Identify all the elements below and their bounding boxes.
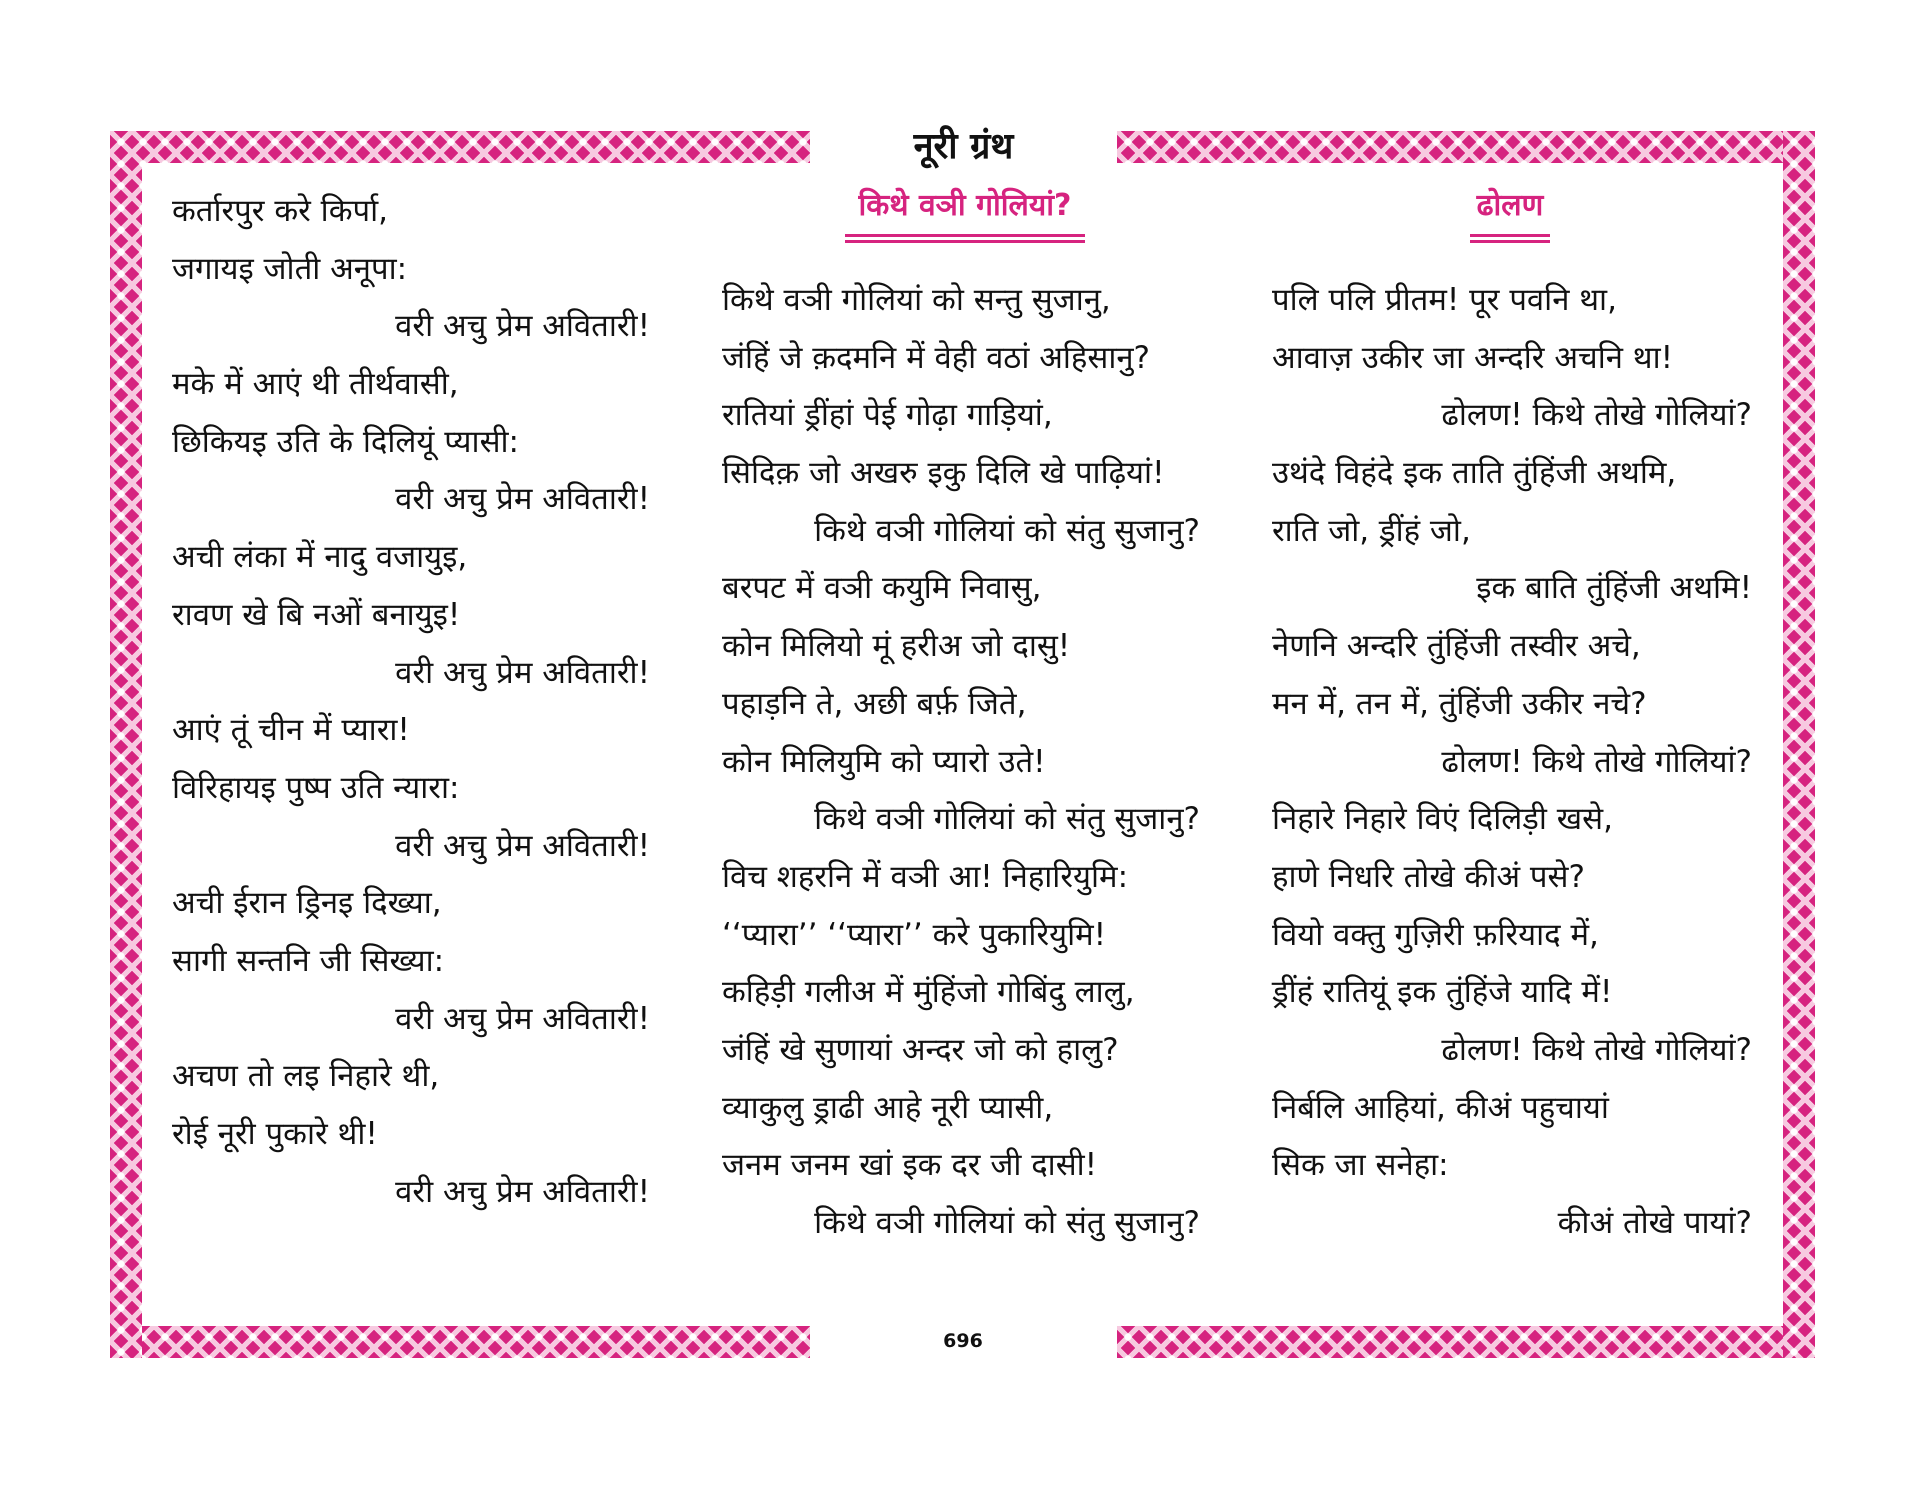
poem-line: जंहिं जे क़दमनि में वेही वठां अहिसानु? [722,339,1151,376]
poem-line: हाणे निधरि तोखे कीअं पसे? [1272,858,1585,895]
poem-line: निहारे निहारे विएं दिलिड़ी खसे, [1272,801,1613,838]
poem-line: जगायइ जोती अनूपा: [172,250,408,287]
decorative-border-top-left [110,131,810,163]
poem-line: सागी सन्तनि जी सिख्या: [172,942,445,979]
poem-line: निर्बलि आहियां, कीअं पहुचायां [1272,1089,1609,1126]
poem-line: विच शहरनि में वञी आ! निहारियुमि: [722,858,1129,895]
poem-line: कोन मिलियुमि को प्यारो उते! [722,743,1046,780]
poem-line: रातियां ड्रींहां पेई गोढ़ा गाड़ियां, [722,397,1053,434]
poem-refrain-line: वरी अचु प्रेम अवितारी! [395,308,650,345]
poem-refrain-line: कीअं तोखे पायां? [1557,1205,1752,1241]
right-heading-text: ढोलण [1476,188,1544,223]
poem-line: पहाड़नि ते, अछी बर्फ़ जिते, [722,685,1027,722]
poem-line: विरिहायइ पुष्प उति न्यारा: [172,769,460,806]
decorative-border-bottom-right [1117,1326,1815,1358]
poem-refrain-line: इक बाति तुंहिंजी अथमि! [1476,570,1752,607]
poem-line: राति जो, ड्रींहं जो, [1272,512,1471,549]
poem-line: जंहिं खे सुणायां अन्दर जो को हालु? [722,1031,1119,1068]
poem-line: छिकियइ उति के दिलियूं प्यासी: [172,423,519,460]
poem-line: व्याकुलु ड्राढी आहे नूरी प्यासी, [722,1089,1054,1126]
poem-refrain-line: वरी अचु प्रेम अवितारी! [395,1000,650,1037]
poem-refrain-line: किथे वञी गोलियां को संतु सुजानु? [814,512,1200,549]
poem-refrain-line: किथे वञी गोलियां को संतु सुजानु? [814,801,1200,838]
page-number: 696 [943,1330,983,1352]
poem-line: आएं तूं चीन में प्यारा! [172,712,410,749]
poem-line: सिदिक़ जो अखरु इकु दिलि खे पाढ़ियां! [722,455,1165,492]
poem-line: किथे वञी गोलियां को सन्तु सुजानु, [722,282,1111,318]
decorative-border-right [1783,131,1815,1358]
poem-line: मके में आएं थी तीर्थवासी, [172,366,459,403]
middle-column-poem [722,272,1200,1253]
right-column-poem [1272,272,1752,1253]
middle-heading-text: किथे वञी गोलियां? [858,188,1072,223]
poem-line: अची लंका में नादु वजायुइ, [172,539,468,576]
poem-line: कोन मिलियो मूं हरीअ जो दासु! [722,628,1071,665]
poem-line: आवाज़ उकीर जा अन्दरि अचनि था! [1272,339,1674,376]
poem-line: नेणनि अन्दरि तुंहिंजी तस्वीर अचे, [1272,628,1641,665]
poem-line: कर्तारपुर करे किर्पा, [172,193,388,229]
poem-refrain-line: वरी अचु प्रेम अवितारी! [395,1173,650,1210]
right-column-heading [1440,183,1580,243]
middle-column-heading [825,183,1105,243]
poem-line: बरपट में वञी कयुमि निवासु, [722,570,1042,607]
left-column-poem [172,183,650,1221]
poem-line: रावण खे बि नओं बनायुइ! [172,596,461,633]
poem-line: रोई नूरी पुकारे थी! [172,1116,378,1152]
poem-line: उथंदे विहंदे इक ताति तुंहिंजी अथमि, [1272,455,1677,492]
poem-refrain-line: ढोलण! किथे तोखे गोलियां? [1441,743,1752,780]
poem-line: ड्रींहं रातियूं इक तुंहिंजे यादि में! [1272,974,1613,1011]
poem-line: वियो वक्तु गुज़िरी फ़रियाद में, [1272,916,1599,953]
heading-underline [845,234,1085,243]
poem-refrain-line: वरी अचु प्रेम अवितारी! [395,827,650,864]
book-title: नूरी ग्रंथ [913,126,1014,167]
poem-refrain-line: ढोलण! किथे तोखे गोलियां? [1441,397,1752,434]
decorative-border-bottom-left [110,1326,810,1358]
poem-line: अची ईरान ड्रिनइ दिख्या, [172,885,442,922]
poem-line: मन में, तन में, तुंहिंजी उकीर नचे? [1272,685,1647,722]
poem-line: ‘‘प्यारा’’ ‘‘प्यारा’’ करे पुकारियुमि! [722,916,1107,953]
heading-underline [1470,234,1550,243]
decorative-border-top-right [1117,131,1815,163]
poem-line: सिक जा सनेहा: [1272,1147,1449,1184]
poem-line: अचण तो लइ निहारे थी, [172,1058,440,1095]
poem-refrain-line: वरी अचु प्रेम अवितारी! [395,481,650,518]
poem-line: जनम जनम खां इक दर जी दासी! [722,1147,1098,1184]
poem-refrain-line: ढोलण! किथे तोखे गोलियां? [1441,1031,1752,1068]
poem-refrain-line: किथे वञी गोलियां को संतु सुजानु? [814,1205,1200,1241]
poem-line: कहिड़ी गलीअ में मुंहिंजो गोबिंदु लालु, [722,974,1135,1011]
poem-refrain-line: वरी अचु प्रेम अवितारी! [395,654,650,691]
poem-line: पलि पलि प्रीतम! पूर पवनि था, [1272,282,1617,318]
decorative-border-left [110,131,142,1358]
